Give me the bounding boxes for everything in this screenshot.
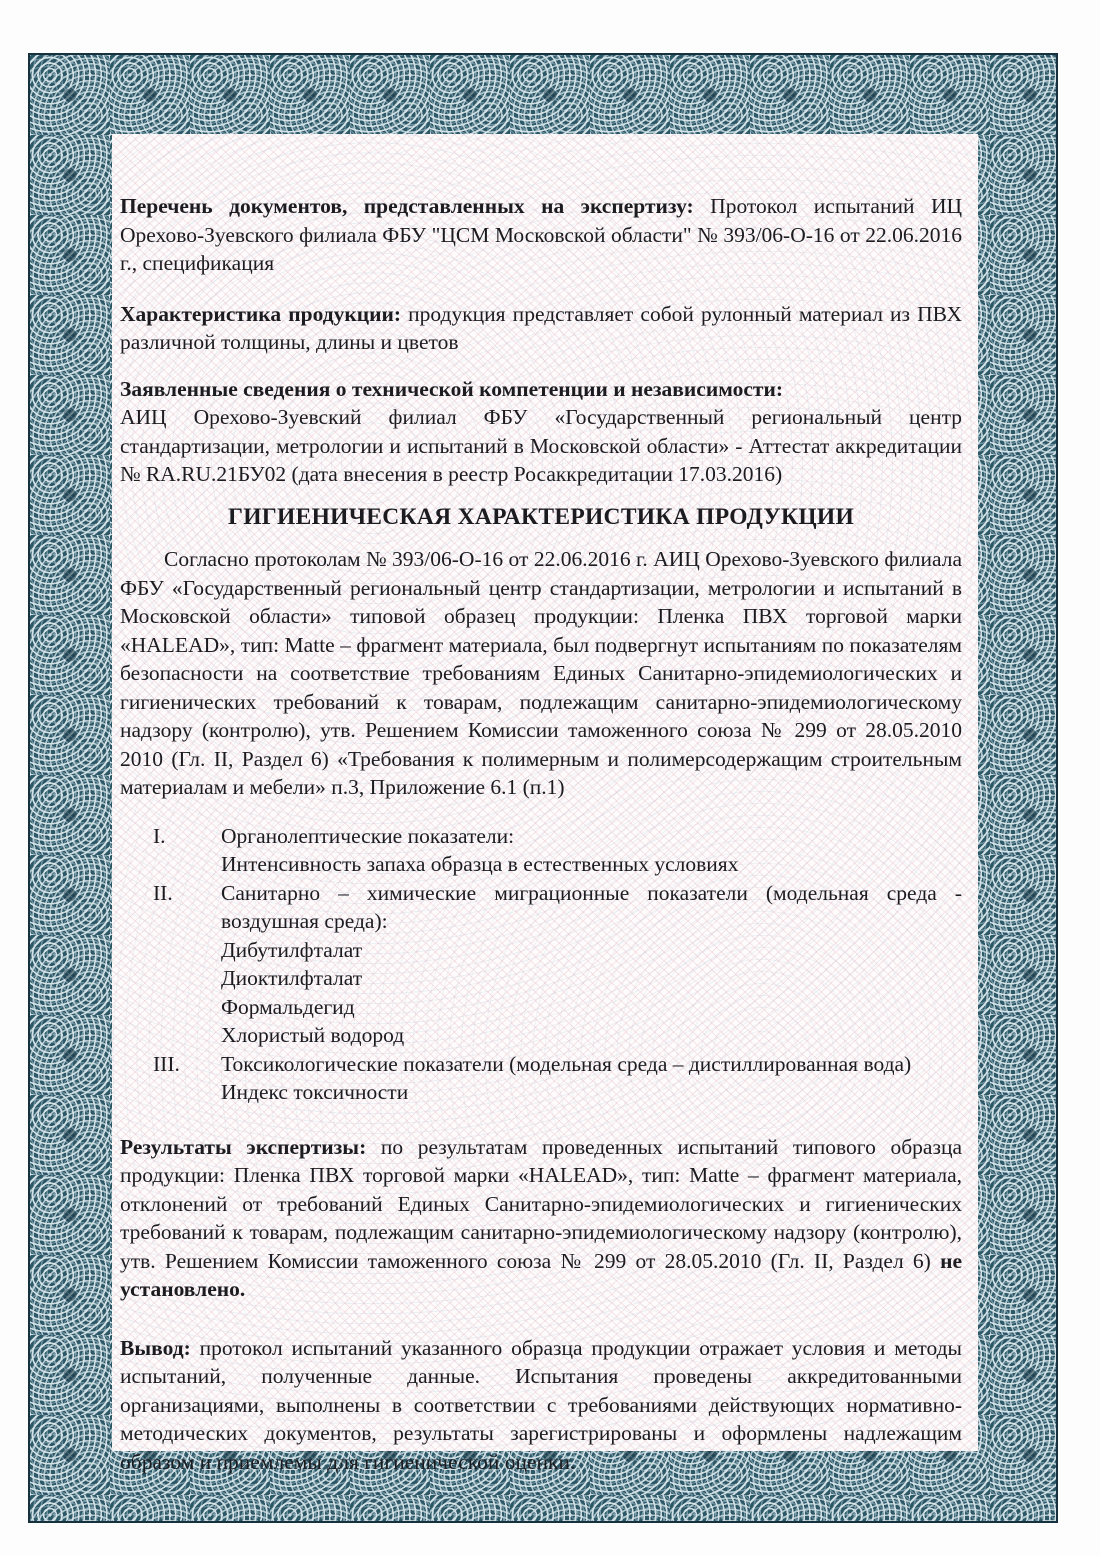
document-text [120, 192, 962, 1476]
product-characteristic-label: Характеристика продукции: [120, 301, 402, 326]
list-item-numeral: III. [153, 1051, 180, 1076]
list-item-line: Формальдегид [221, 994, 355, 1019]
list-item-line: Индекс токсичности [221, 1080, 409, 1104]
list-item-line: Санитарно – химические миграционные показатели (модельная среда - воздушная среда): [221, 880, 962, 933]
documents-list-paragraph [120, 192, 962, 278]
list-item-line: Токсикологические показатели (модельная среда – дистиллированная вода) [221, 1051, 912, 1076]
results-paragraph [120, 1133, 962, 1304]
product-characteristic-text: продукция представляет собой рулонный материал из ПВХ различной толщины, длины и цветов [120, 301, 963, 354]
conclusion-text: протокол испытаний указанного образца продукции отражает условия и методы испытаний, полученные данные. Испытания проведены аккредитованными организациями, выполнены в соответствии с требованиями действующих нормативно-методических документов, результаты зарегистрированы и оформлены надлежащим образом и приемлемы для гигиенической оценки. [120, 1335, 962, 1474]
results-label: Результаты экспертизы: [120, 1134, 367, 1159]
list-item [120, 822, 962, 879]
competence-section [120, 375, 962, 489]
guilloche-border [28, 53, 1058, 1523]
list-item-content [221, 879, 962, 1050]
list-item-numeral: II. [153, 880, 173, 905]
main-heading: ГИГИЕНИЧЕСКАЯ ХАРАКТЕРИСТИКА ПРОДУКЦИИ [227, 503, 855, 530]
list-item-line: Органолептические показатели: [221, 823, 515, 848]
list-item-content [221, 1050, 962, 1107]
list-item-line: Диоктилфталат [221, 966, 363, 990]
indicator-list [120, 822, 962, 1107]
list-item-content [221, 822, 962, 879]
document-sheet [112, 134, 978, 1474]
competence-text: АИЦ Орехово-Зуевский филиал ФБУ «Государственный региональный центр стандартизации, метрологии и испытаний в Московской области» - Аттестат аккредитации № RA.RU.21БУ02 (дата внесения в реестр Росаккредитации 17.03.2016) [120, 405, 962, 486]
documents-list-text: Протокол испытаний ИЦ Орехово-Зуевского филиала ФБУ "ЦСМ Московской области" № 393/06-О-16 от 22.06.2016 г., спецификация [120, 194, 962, 275]
conclusion-label: Вывод: [120, 1335, 191, 1360]
product-characteristic-paragraph [120, 300, 962, 357]
list-item-line: Дибутилфталат [221, 937, 363, 962]
list-item-line: Интенсивность запаха образца в естественных условиях [221, 852, 739, 876]
results-verdict: не установлено. [120, 1248, 962, 1301]
conclusion-paragraph [120, 1334, 962, 1477]
list-item-line: Хлористый водород [221, 1023, 405, 1047]
results-text: по результатам проведенных испытаний типового образца продукции: Пленка ПВХ торговой марки «HALEAD», тип: Matte – фрагмент материала, отклонений от требований Единых Санитарно-эпидемиологических и гигиенических требований к товарам, подлежащим санитарно-эпидемиологическому надзору (контролю), утв. Решением Комиссии таможенного союза № 299 от 28.05.2010 (Гл. II, Раздел 6) [120, 1134, 962, 1273]
documents-list-label: Перечень документов, представленных на экспертизу: [120, 194, 694, 218]
list-item-numeral: I. [153, 823, 166, 848]
intro-paragraph: Согласно протоколам № 393/06-О-16 от 22.06.2016 г. АИЦ Орехово-Зуевского филиала ФБУ «Государственный региональный центр стандартизации, метрологии и испытаний в Московской области» типовой образец продукции: Пленка ПВХ торговой марки «HALEAD», тип: Matte – фрагмент материала, был подвергнут испытаниям по показателям безопасности на соответствие требованиям Единых Санитарно-эпидемиологических и гигиенических требований к товарам, подлежащим санитарно-эпидемиологическому надзору (контролю), утв. Решением Комиссии таможенного союза № 299 от 28.05.2010 2010 (Гл. II, Раздел 6) «Требования к полимерным и полимерсодержащим строительным материалам и мебели» п.3, Приложение 6.1 (п.1) [120, 547, 962, 799]
competence-label: Заявленные сведения о технической компетенции и независимости: [120, 376, 783, 401]
list-item [120, 1050, 962, 1107]
list-item [120, 879, 962, 1050]
